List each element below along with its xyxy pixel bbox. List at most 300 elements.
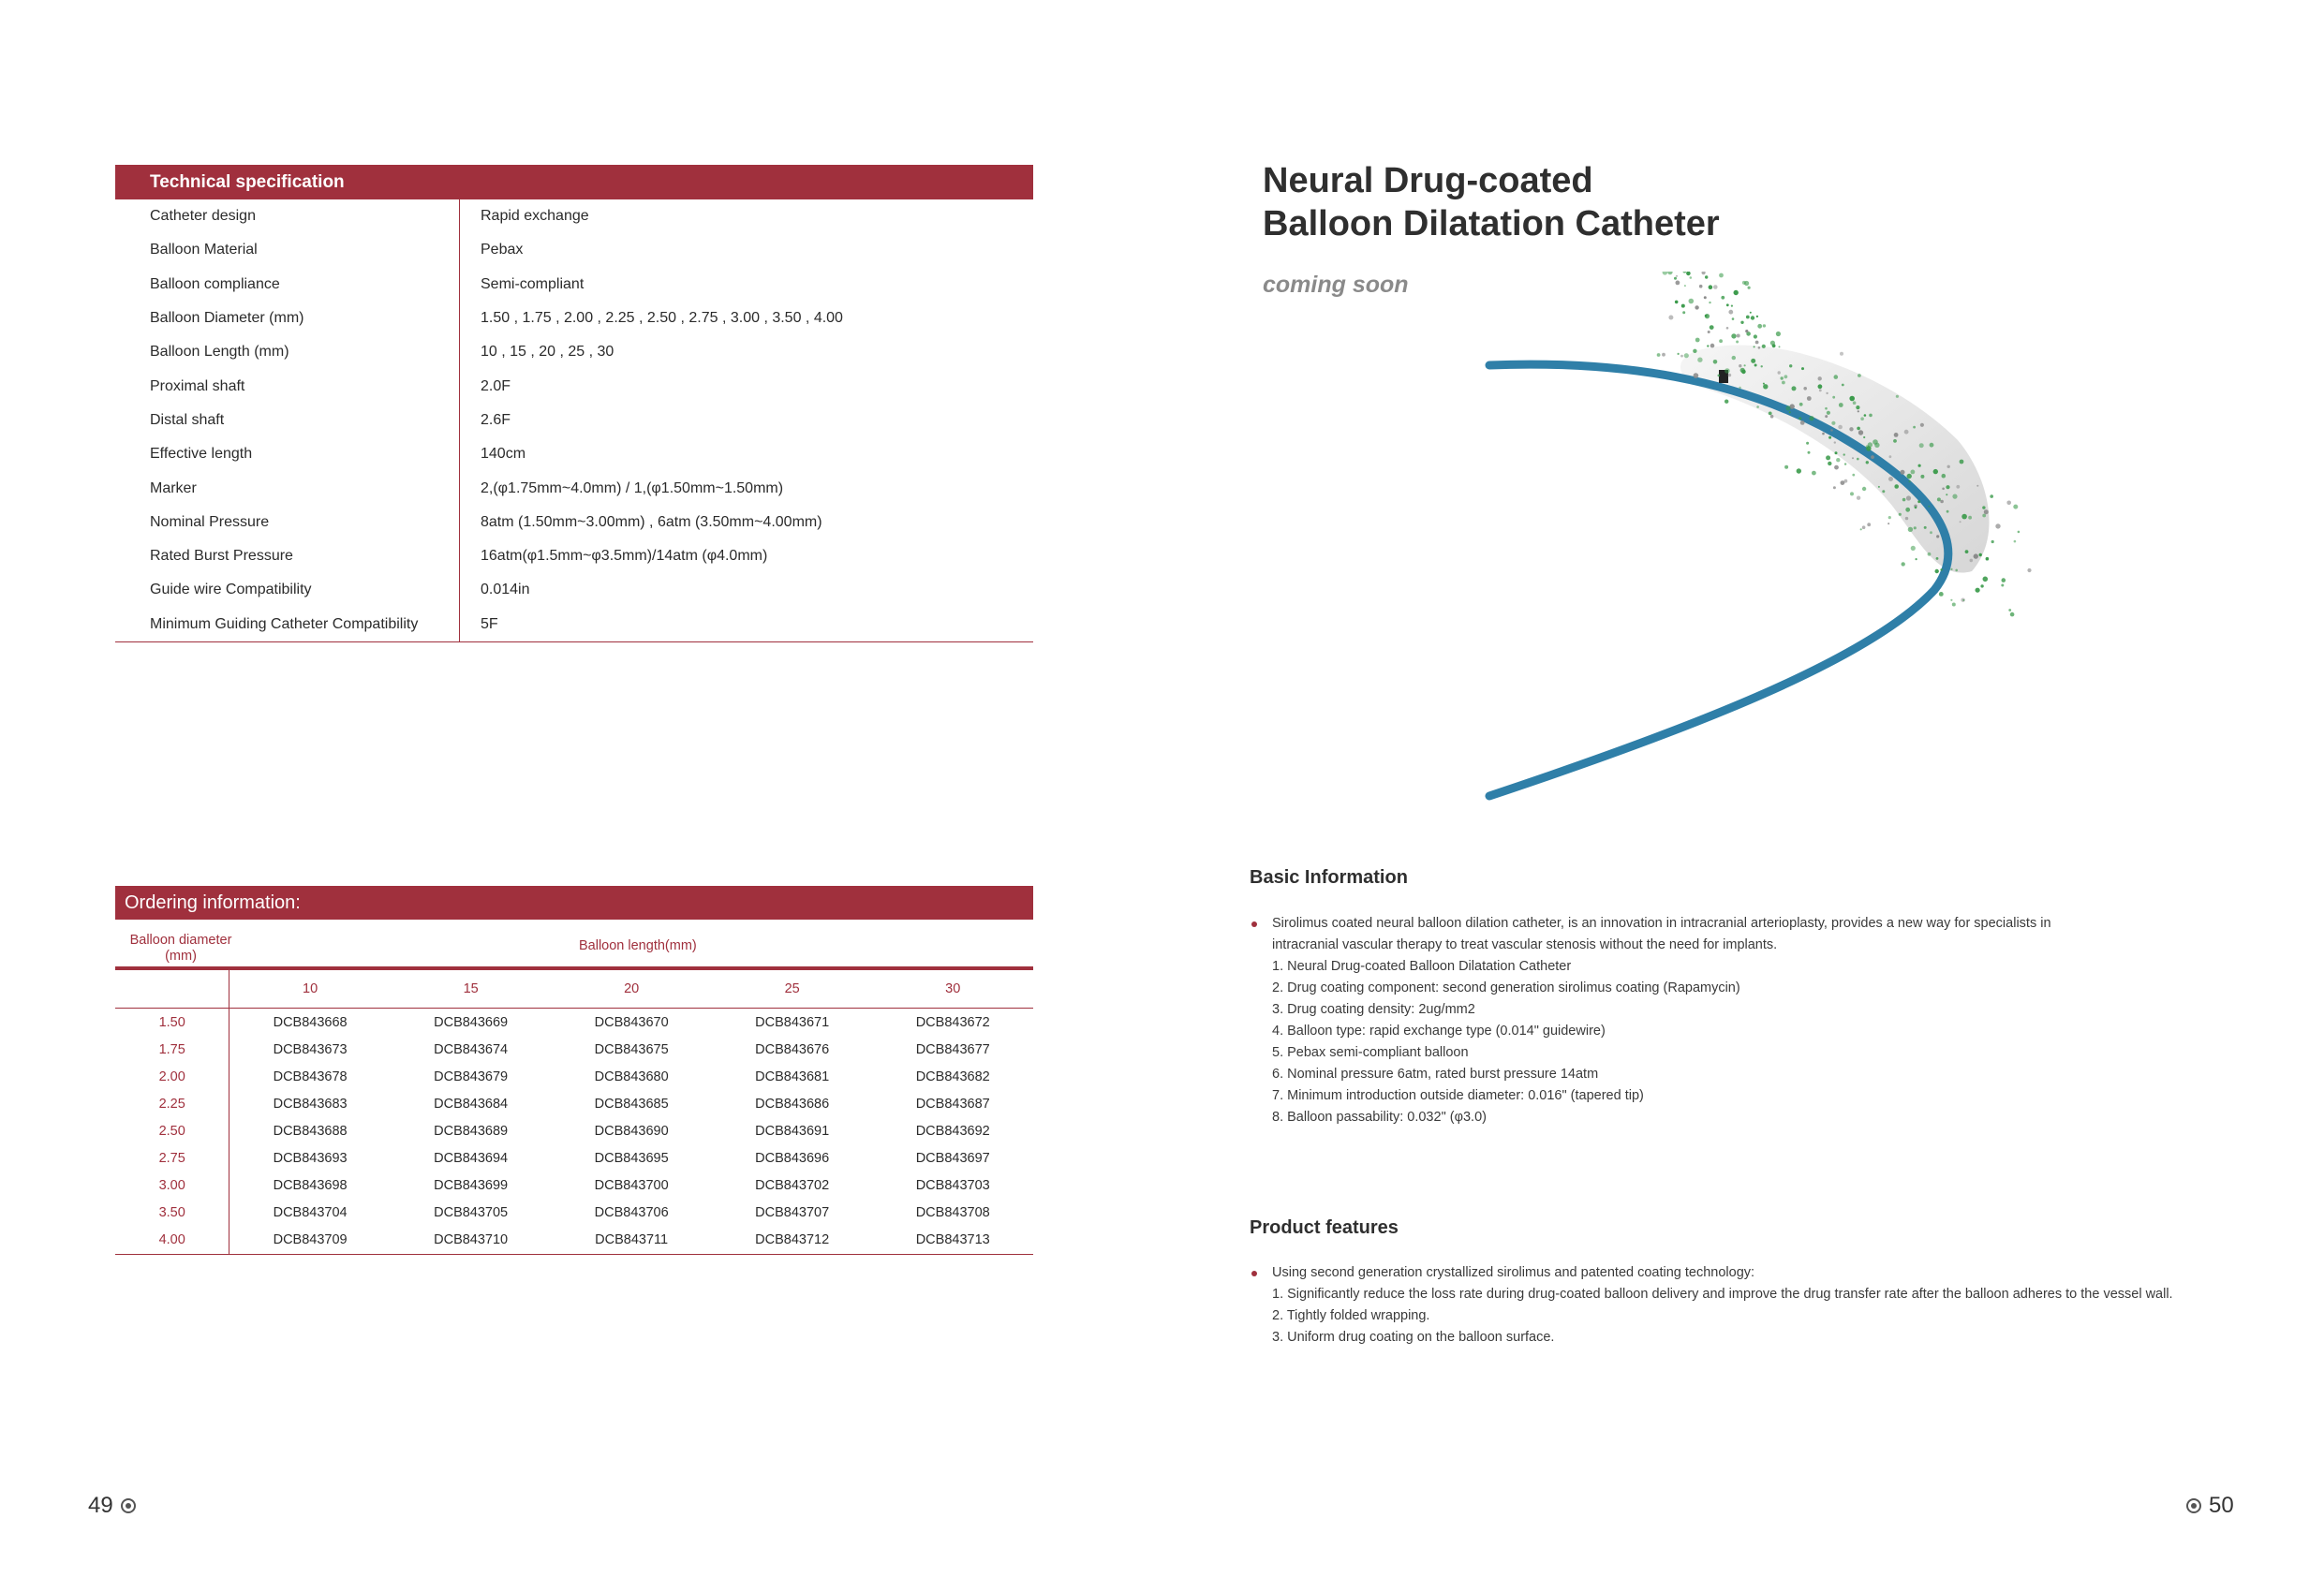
drug-particle bbox=[1694, 373, 1699, 378]
drug-particle bbox=[1928, 506, 1930, 508]
features-items bbox=[1272, 1284, 2209, 1349]
drug-particle bbox=[1961, 514, 1967, 520]
drug-particle bbox=[1718, 375, 1721, 377]
product-code-cell: DCB843699 bbox=[434, 1178, 509, 1194]
drug-particle bbox=[1940, 568, 1942, 570]
product-title-line1: Neural Drug-coated bbox=[1263, 161, 1593, 200]
product-code-cell: DCB843687 bbox=[915, 1096, 990, 1112]
product-code-cell: DCB843686 bbox=[755, 1096, 830, 1112]
drug-particle bbox=[1792, 386, 1797, 391]
drug-particle bbox=[1991, 540, 1994, 543]
spec-value: 8atm (1.50mm~3.00mm) , 6atm (3.50mm~4.00mm) bbox=[481, 513, 822, 530]
drug-particle bbox=[1936, 535, 1939, 538]
drug-particle bbox=[1844, 463, 1846, 464]
drug-particle bbox=[1869, 414, 1873, 418]
drug-particle bbox=[1789, 411, 1791, 413]
spec-value: Semi-compliant bbox=[481, 275, 585, 292]
drug-particle bbox=[1724, 400, 1728, 404]
drug-particle bbox=[1755, 341, 1759, 345]
drug-particle bbox=[1808, 451, 1811, 454]
drug-particle bbox=[1952, 494, 1957, 499]
spec-key: Balloon Material bbox=[115, 233, 460, 267]
drug-particle bbox=[1906, 495, 1911, 500]
basic-items bbox=[1272, 956, 2078, 1128]
list-item: 3. Drug coating density: 2ug/mm2 bbox=[1272, 1002, 1475, 1017]
drug-particle bbox=[1956, 485, 1960, 489]
drug-particle bbox=[1902, 562, 1905, 566]
drug-particle bbox=[1866, 461, 1869, 464]
product-code-cell: DCB843706 bbox=[594, 1205, 669, 1221]
product-title bbox=[1263, 159, 1720, 245]
balloon-diameter-label bbox=[115, 933, 246, 965]
drug-particle bbox=[1919, 443, 1924, 448]
basic-lead-line1: Sirolimus coated neural balloon dilation catheter, is an innovation in intracranial arterioplasty, provides a new way for specialists in bbox=[1272, 913, 2078, 935]
drug-particle bbox=[1728, 310, 1733, 315]
drug-particle bbox=[1799, 403, 1803, 406]
drug-particle bbox=[1761, 365, 1763, 367]
drug-particle bbox=[1838, 425, 1843, 430]
product-code-cell: DCB843711 bbox=[551, 1227, 712, 1255]
drug-particle bbox=[1740, 321, 1743, 324]
drug-particle bbox=[1732, 356, 1736, 360]
list-item: 2. Drug coating component: second generation sirolimus coating (Rapamycin) bbox=[1272, 980, 1740, 995]
spec-row bbox=[115, 404, 1033, 437]
drug-particle bbox=[1739, 387, 1740, 389]
spec-value: 10 , 15 , 20 , 25 , 30 bbox=[481, 344, 614, 361]
drug-particle bbox=[1916, 558, 1917, 560]
drug-particle bbox=[1928, 553, 1932, 556]
drug-particle bbox=[1852, 457, 1854, 459]
drug-particle bbox=[1831, 421, 1835, 425]
spec-row bbox=[115, 302, 1033, 335]
corner-cell bbox=[115, 970, 229, 1009]
drug-particle bbox=[1905, 517, 1908, 520]
spec-value: 1.50 , 1.75 , 2.00 , 2.25 , 2.50 , 2.75 , 3.00 , 3.50 , 4.00 bbox=[481, 310, 843, 327]
spec-row bbox=[115, 471, 1033, 505]
product-code-cell: DCB843690 bbox=[594, 1123, 669, 1139]
drug-particle bbox=[1962, 599, 1964, 601]
drug-particle bbox=[1719, 339, 1723, 343]
drug-particle bbox=[1734, 290, 1739, 295]
drug-particle bbox=[1902, 498, 1906, 502]
drug-particle bbox=[1763, 384, 1768, 389]
order-row bbox=[115, 1036, 1033, 1063]
drug-particle bbox=[1750, 312, 1752, 314]
drug-particle bbox=[1947, 465, 1950, 468]
product-code-cell: DCB843695 bbox=[594, 1151, 669, 1167]
drug-particle bbox=[1986, 557, 1990, 561]
product-code-cell: DCB843712 bbox=[712, 1227, 873, 1255]
drug-particle bbox=[1818, 376, 1822, 380]
drug-particle bbox=[1724, 368, 1730, 374]
spec-row bbox=[115, 369, 1033, 403]
drug-particle bbox=[1751, 316, 1754, 319]
drug-particle bbox=[1852, 474, 1855, 477]
drug-particle bbox=[1857, 427, 1860, 431]
drug-particle bbox=[1762, 345, 1766, 348]
drug-particle bbox=[1756, 405, 1759, 408]
page-number-right-text: 50 bbox=[2209, 1493, 2234, 1518]
balloon-diameter-label-line2: (mm) bbox=[165, 949, 197, 964]
drug-particle bbox=[1763, 383, 1765, 385]
balloon-diameter-label-line1: Balloon diameter bbox=[129, 933, 232, 948]
drug-particle bbox=[1889, 455, 1892, 458]
drug-particle bbox=[1913, 426, 1916, 429]
drug-particle bbox=[1878, 486, 1880, 488]
drug-particle bbox=[1939, 592, 1944, 597]
drug-particle bbox=[1904, 430, 1909, 435]
ordering-information-table bbox=[115, 886, 1033, 1255]
drug-particle bbox=[1662, 353, 1665, 357]
drug-particle bbox=[1936, 557, 1939, 560]
spec-key: Balloon compliance bbox=[115, 268, 460, 302]
drug-particle bbox=[1862, 487, 1866, 491]
drug-particle bbox=[1940, 500, 1944, 504]
spec-rows bbox=[115, 199, 1033, 642]
drug-particle bbox=[1856, 405, 1859, 409]
drug-particle bbox=[1828, 436, 1831, 439]
drug-particle bbox=[1754, 364, 1757, 367]
basic-information-list bbox=[1272, 913, 2078, 1128]
list-item: 5. Pebax semi-compliant balloon bbox=[1272, 1045, 1469, 1060]
spec-key: Rated Burst Pressure bbox=[115, 539, 460, 573]
drug-particle bbox=[1746, 316, 1750, 319]
product-code-cell: DCB843702 bbox=[755, 1178, 830, 1194]
drug-particle bbox=[1933, 469, 1938, 474]
drug-particle bbox=[1857, 458, 1859, 461]
drug-particle bbox=[1684, 285, 1686, 287]
drug-particle bbox=[1917, 500, 1920, 503]
ordering-header: Ordering information: bbox=[115, 886, 1033, 920]
drug-particle bbox=[1825, 415, 1828, 418]
order-row bbox=[115, 1144, 1033, 1172]
drug-particle bbox=[1674, 277, 1677, 280]
drug-particle bbox=[1970, 559, 1974, 563]
product-code-cell: DCB843684 bbox=[434, 1096, 509, 1112]
drug-particle bbox=[1697, 358, 1702, 362]
drug-particle bbox=[1707, 345, 1709, 346]
drug-particle bbox=[1776, 332, 1781, 336]
page-dot-icon bbox=[121, 1498, 136, 1513]
diameter-cell: 2.25 bbox=[115, 1090, 229, 1117]
drug-particle bbox=[1894, 484, 1899, 489]
drug-particle bbox=[1896, 395, 1899, 398]
spec-value: 0.014in bbox=[481, 582, 530, 598]
drug-particle bbox=[1833, 486, 1836, 489]
product-code-cell: DCB843705 bbox=[434, 1205, 509, 1221]
list-item: 1. Significantly reduce the loss rate during drug-coated balloon delivery and improve the drug transfer rate after the balloon adheres to the vessel wall. bbox=[1272, 1287, 2173, 1302]
product-code-cell: DCB843688 bbox=[273, 1123, 348, 1139]
drug-particle bbox=[1874, 443, 1879, 448]
catheter-illustration bbox=[1461, 272, 2061, 833]
drug-particle bbox=[2027, 568, 2031, 572]
spec-key: Marker bbox=[115, 471, 460, 505]
drug-particle bbox=[1732, 317, 1735, 320]
drug-particle bbox=[1839, 403, 1843, 407]
drug-particle bbox=[1937, 497, 1941, 501]
drug-particle bbox=[1785, 405, 1790, 410]
product-code-cell: DCB843676 bbox=[755, 1041, 830, 1057]
drug-particle bbox=[1680, 355, 1683, 358]
drug-particle bbox=[1911, 470, 1916, 475]
product-code-cell: DCB843678 bbox=[273, 1069, 348, 1084]
product-code-cell: DCB843673 bbox=[273, 1041, 348, 1057]
product-code-cell: DCB843683 bbox=[273, 1096, 348, 1112]
drug-particle bbox=[1728, 374, 1732, 377]
drug-particle bbox=[1982, 506, 1985, 508]
drug-particle bbox=[1782, 381, 1785, 385]
drug-particle bbox=[1737, 334, 1740, 338]
spec-key: Guide wire Compatibility bbox=[115, 573, 460, 607]
drug-particle bbox=[2014, 540, 2017, 543]
drug-particle bbox=[1800, 420, 1805, 425]
product-code-cell: DCB843698 bbox=[273, 1178, 348, 1194]
diameter-cell: 2.00 bbox=[115, 1063, 229, 1090]
drug-particle bbox=[2002, 578, 2006, 582]
drug-particle bbox=[1827, 411, 1830, 415]
spec-value: Rapid exchange bbox=[481, 208, 589, 225]
product-code-cell: DCB843682 bbox=[915, 1069, 990, 1084]
drug-particle bbox=[1789, 364, 1792, 367]
product-code-cell: DCB843704 bbox=[273, 1205, 348, 1221]
drug-particle bbox=[1826, 392, 1828, 394]
balloon-length-label: Balloon length(mm) bbox=[579, 938, 697, 953]
spec-key: Catheter design bbox=[115, 199, 460, 233]
drug-particle bbox=[1676, 281, 1680, 286]
drug-particle bbox=[1713, 285, 1718, 289]
drug-particle bbox=[1860, 528, 1862, 530]
drug-particle bbox=[1713, 360, 1718, 364]
product-code-cell: DCB843707 bbox=[755, 1205, 830, 1221]
drug-particle bbox=[1853, 401, 1857, 405]
drug-particle bbox=[1834, 465, 1839, 470]
length-header-cell: 20 bbox=[551, 970, 712, 1009]
drug-particle bbox=[1830, 429, 1833, 432]
drug-particle bbox=[1770, 415, 1774, 419]
drug-particle bbox=[1731, 333, 1736, 338]
product-code-cell: DCB843696 bbox=[755, 1151, 830, 1167]
list-item: 1. Neural Drug-coated Balloon Dilatation Catheter bbox=[1272, 959, 1572, 974]
drug-particle bbox=[1920, 423, 1924, 427]
drug-particle bbox=[1935, 569, 1939, 573]
length-header-cell: 30 bbox=[872, 970, 1033, 1009]
length-header-cell: 25 bbox=[712, 970, 873, 1009]
order-row bbox=[115, 1117, 1033, 1144]
length-header-cell: 15 bbox=[391, 970, 552, 1009]
drug-particle bbox=[2001, 584, 2004, 587]
drug-particle bbox=[1708, 331, 1710, 333]
drug-particle bbox=[1781, 376, 1784, 379]
drug-particle bbox=[1835, 451, 1838, 454]
drug-particle bbox=[1832, 396, 1835, 399]
product-features-heading: Product features bbox=[1250, 1217, 1399, 1238]
diameter-cell: 3.50 bbox=[115, 1200, 229, 1227]
drug-particle bbox=[1866, 446, 1871, 450]
drug-particle bbox=[1684, 353, 1689, 358]
product-code-cell: DCB843713 bbox=[872, 1227, 1033, 1255]
drug-particle bbox=[1946, 494, 1947, 495]
drug-particle bbox=[1995, 523, 2000, 528]
spec-key: Minimum Guiding Catheter Compatibility bbox=[115, 608, 460, 641]
drug-particle bbox=[1667, 272, 1672, 274]
list-item: 6. Nominal pressure 6atm, rated burst pressure 14atm bbox=[1272, 1067, 1599, 1082]
drug-particle bbox=[1942, 474, 1947, 479]
drug-particle bbox=[1678, 353, 1680, 355]
drug-particle bbox=[1842, 384, 1844, 387]
order-row bbox=[115, 1009, 1033, 1037]
product-code-cell: DCB843675 bbox=[594, 1041, 669, 1057]
page-number-right bbox=[2186, 1493, 2234, 1519]
drug-particle bbox=[1681, 304, 1685, 308]
basic-information-heading: Basic Information bbox=[1250, 867, 1408, 888]
drug-particle bbox=[1819, 390, 1822, 392]
drug-particle bbox=[1976, 485, 1978, 487]
list-item: 2. Tightly folded wrapping. bbox=[1272, 1308, 1430, 1323]
drug-particle bbox=[2008, 609, 2011, 612]
drug-particle bbox=[1862, 525, 1866, 529]
drug-particle bbox=[1710, 344, 1715, 348]
drug-particle bbox=[1950, 568, 1952, 570]
product-code-cell: DCB843674 bbox=[434, 1041, 509, 1057]
drug-particle bbox=[1893, 439, 1897, 443]
spec-row bbox=[115, 233, 1033, 267]
diameter-cell: 3.00 bbox=[115, 1172, 229, 1200]
drug-particle bbox=[1907, 474, 1912, 479]
product-code-cell: DCB843710 bbox=[391, 1227, 552, 1255]
spec-value: 140cm bbox=[481, 446, 526, 463]
drug-particle bbox=[1797, 468, 1801, 473]
drug-particle bbox=[1980, 584, 1983, 587]
length-header-cell: 10 bbox=[229, 970, 391, 1009]
drug-particle bbox=[1930, 443, 1934, 448]
drug-particle bbox=[1779, 346, 1781, 347]
drug-particle bbox=[1683, 272, 1687, 273]
drug-particle bbox=[1825, 407, 1828, 410]
drug-particle bbox=[1908, 527, 1913, 532]
drug-particle bbox=[1946, 485, 1949, 489]
drug-particle bbox=[1974, 553, 1978, 558]
drug-particle bbox=[1709, 285, 1713, 289]
drug-particle bbox=[1705, 275, 1708, 278]
drug-particle bbox=[1784, 375, 1788, 378]
drug-particle bbox=[1894, 433, 1899, 437]
list-item: 8. Balloon passability: 0.032" (φ3.0) bbox=[1272, 1110, 1487, 1125]
drug-particle bbox=[1901, 470, 1905, 475]
drug-particle bbox=[1920, 475, 1924, 479]
drug-particle bbox=[1778, 371, 1781, 374]
product-title-line2: Balloon Dilatation Catheter bbox=[1263, 204, 1720, 243]
diameter-cell: 2.50 bbox=[115, 1117, 229, 1144]
drug-particle bbox=[1676, 275, 1678, 277]
drug-particle bbox=[1812, 471, 1816, 476]
drug-particle bbox=[1726, 303, 1729, 306]
drug-particle bbox=[1840, 352, 1843, 356]
drug-particle bbox=[1709, 302, 1710, 303]
diameter-cell: 4.00 bbox=[115, 1227, 229, 1255]
spec-key: Proximal shaft bbox=[115, 369, 460, 403]
drug-particle bbox=[1950, 599, 1952, 601]
drug-particle bbox=[1882, 490, 1885, 493]
drug-particle bbox=[1740, 368, 1745, 373]
drug-particle bbox=[1807, 396, 1812, 401]
drug-particle bbox=[1968, 516, 1972, 520]
product-code-cell: DCB843692 bbox=[915, 1123, 990, 1139]
drug-particle bbox=[1947, 510, 1949, 513]
drug-particle bbox=[1908, 480, 1910, 482]
drug-particle bbox=[1784, 465, 1788, 469]
spec-row bbox=[115, 268, 1033, 302]
product-code-cell: DCB843677 bbox=[915, 1041, 990, 1057]
product-code-cell: DCB843689 bbox=[434, 1123, 509, 1139]
product-code-cell: DCB843708 bbox=[915, 1205, 990, 1221]
drug-particle bbox=[1858, 374, 1861, 377]
drug-particle bbox=[1849, 396, 1855, 402]
drug-particle bbox=[1657, 353, 1661, 357]
list-item: 4. Balloon type: rapid exchange type (0.014" guidewire) bbox=[1272, 1024, 1606, 1039]
drug-particle bbox=[1705, 315, 1708, 317]
spec-row bbox=[115, 608, 1033, 642]
product-code-cell: DCB843669 bbox=[434, 1014, 509, 1030]
drug-particle bbox=[2013, 505, 2018, 509]
drug-particle bbox=[1888, 477, 1893, 481]
drug-particle bbox=[1799, 417, 1801, 420]
spec-header: Technical specification bbox=[115, 165, 1033, 199]
drug-particle bbox=[2018, 531, 2021, 534]
drug-particle bbox=[1731, 305, 1733, 307]
features-lead: Using second generation crystallized sirolimus and patented coating technology: bbox=[1272, 1262, 2209, 1284]
spec-row bbox=[115, 437, 1033, 471]
technical-specification-table bbox=[115, 165, 1033, 642]
drug-particle bbox=[1863, 436, 1865, 438]
drug-particle bbox=[1754, 346, 1755, 347]
drug-particle bbox=[1770, 341, 1775, 346]
drug-particle bbox=[1979, 553, 1982, 556]
drug-particle bbox=[1695, 305, 1698, 309]
drug-particle bbox=[1668, 316, 1673, 320]
ordering-grid bbox=[115, 970, 1033, 1255]
drug-particle bbox=[1745, 330, 1748, 332]
drug-particle bbox=[1864, 414, 1867, 417]
drug-particle bbox=[2010, 612, 2015, 617]
spec-key: Effective length bbox=[115, 437, 460, 471]
drug-particle bbox=[1843, 453, 1845, 455]
product-code-cell: DCB843700 bbox=[594, 1178, 669, 1194]
product-code-cell: DCB843693 bbox=[273, 1151, 348, 1167]
drug-particle bbox=[1955, 569, 1958, 572]
list-item: 3. Uniform drug coating on the balloon surface. bbox=[1272, 1330, 1555, 1345]
drug-particle bbox=[1911, 546, 1916, 551]
drug-particle bbox=[1965, 550, 1969, 553]
diameter-cell: 2.75 bbox=[115, 1144, 229, 1172]
drug-particle bbox=[1695, 338, 1700, 343]
product-code-cell: DCB843679 bbox=[434, 1069, 509, 1084]
product-code-cell: DCB843694 bbox=[434, 1151, 509, 1167]
diameter-cell: 1.75 bbox=[115, 1036, 229, 1063]
spec-key: Distal shaft bbox=[115, 404, 460, 437]
spec-value: 2,(φ1.75mm~4.0mm) / 1,(φ1.50mm~1.50mm) bbox=[481, 479, 784, 496]
list-item: 7. Minimum introduction outside diameter: 0.016" (tapered tip) bbox=[1272, 1088, 1644, 1103]
length-header-row bbox=[115, 970, 1033, 1009]
product-code-cell: DCB843691 bbox=[755, 1123, 830, 1139]
drug-particle bbox=[1860, 417, 1864, 420]
spec-value: 2.0F bbox=[481, 377, 511, 394]
drug-particle bbox=[1721, 296, 1724, 300]
drug-particle bbox=[1915, 507, 1917, 509]
drug-particle bbox=[1751, 359, 1755, 363]
drug-particle bbox=[1769, 412, 1772, 416]
drug-particle bbox=[1699, 285, 1703, 288]
drug-particle bbox=[1849, 427, 1853, 431]
